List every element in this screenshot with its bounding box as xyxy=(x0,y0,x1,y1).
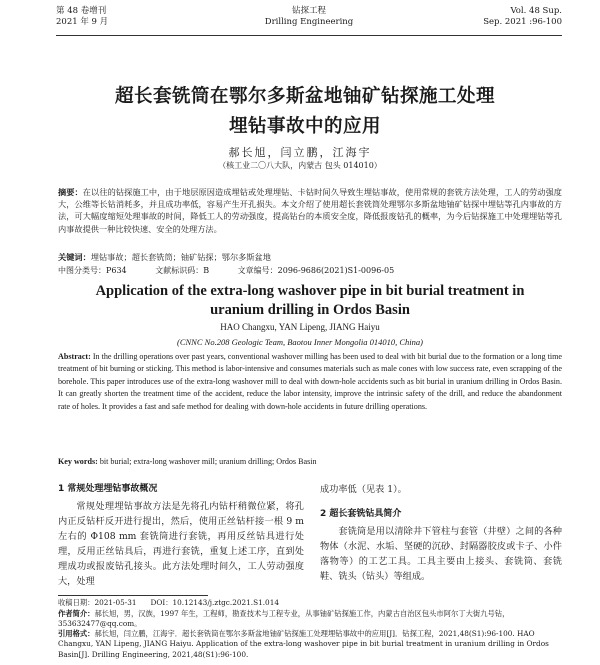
affiliation-cn: （核工业二〇八大队，内蒙古 包头 014010） xyxy=(218,161,382,170)
abstract-cn-text: 在以往的钻探施工中，由于地层原因造成埋钻或处理埋钻、卡钻时间久导致生埋钻事故，使用常规的套铣方法处理，工人的劳动强度大，公维等长钻消耗多，并且成功率低，容易产生开孔损失。本文介绍了使用超长套铣筒处理鄂尔多斯盆地铀矿钻探中埋钻等孔内事故的方法，可大幅度缩短处理事故的时间，降低工人的劳动强度，提高钻台的本质安全度，降低报废钻孔的概率，为今后钻探施工中处理埋钻等孔内事故提供一种比较快速、安全的处理方法。 xyxy=(58,187,562,234)
body-column-right xyxy=(320,482,562,584)
running-header xyxy=(56,6,562,34)
keywords-cn-text: 埋钻事故；超长套铣筒；铀矿钻探；鄂尔多斯盆地 xyxy=(90,252,271,262)
header-rule xyxy=(56,35,562,36)
authors-cn: 郝长旭，闫立鹏，江海宇 xyxy=(228,146,372,159)
abstract-cn-label: 摘要： xyxy=(58,187,83,197)
abstract-cn xyxy=(58,186,562,248)
authors-en: HAO Changxu, YAN Lipeng, JIANG Haiyu xyxy=(220,322,380,332)
section-2-heading: 2 超长套铣钻具简介 xyxy=(320,509,402,519)
received-date: 收稿日期：2021-05-31 xyxy=(58,598,137,607)
affiliation-en: (CNNC No.208 Geologic Team, Baotou Inner Mongolia 014010, China) xyxy=(177,337,423,347)
document-code: 文献标识码：B xyxy=(155,266,210,275)
header-right xyxy=(483,6,562,28)
title-cn-line-1: 超长套铣筒在鄂尔多斯盆地铀矿钻探施工处理 xyxy=(114,86,495,107)
footnote-author xyxy=(58,609,562,630)
title-cn-line-2: 埋钻事故中的应用 xyxy=(228,116,381,137)
date-cn: 2021 年 9 月 xyxy=(56,17,109,27)
citation-label: 引用格式： xyxy=(58,629,95,638)
abstract-en-text: In the drilling operations over past years, conventional washover milling has been used to deal with bit burial due to the formation or a long time treatment of bit burning or sticking. This method is labor-intensive and consumes materials such as male cones with low success rate, even scrapping of the borehole. This paper introduces use of the extra-long washover mill to deal with down-hole accidents such as bit burial in uranium drilling in Ordos Basin. It can greatly shorten the treatment time of the accident, reduce the labor intensity, improve the intrinsic safety of the drill, and reduce the abandonment rate of holes. It provides a fast and safe method for dealing with down-hole accidents in future drilling operations. xyxy=(58,352,562,411)
section-1-continuation: 成功率低（见表 1）。 xyxy=(320,484,407,495)
journal-name-en: Drilling Engineering xyxy=(264,17,354,27)
keywords-cn xyxy=(58,251,562,263)
section-1-body: 常规处理埋钻事故方法是先将孔内钻杆稍微位紧，将孔内正反钻杆反开进行提出，然后，使用正丝钻杆接一根 9 m 左右的 Φ108 mm 套铣筒进行套铣，再用反丝钻具进行处理，反用正丝钻具后，再进行套铣，重复上述工序，直到处理成功或报废钻孔接头。此方法处理时间久，工人劳动强度大，处理 xyxy=(58,501,304,587)
keywords-cn-label: 关键词： xyxy=(58,252,91,262)
journal-name-cn: 钻探工程 xyxy=(291,6,326,16)
spacer xyxy=(320,497,562,507)
citation-text: 郝长旭，闫立鹏，江海宇．超长套铣筒在鄂尔多斯盆地铀矿钻探施工处理埋钻事故中的应用[J]．钻探工程，2021,48(S1):96-100. HAO Changxu, YAN Lipeng, JIANG Haiyu. Application of the extra-long washover pipe in bit burial treatment in uranium drilling in Ordos Basin[J]. Drilling Engineering, 2021,48(S1):96-100. xyxy=(58,629,549,659)
classification-line xyxy=(58,265,562,276)
title-en xyxy=(70,282,550,320)
title-cn xyxy=(40,82,570,142)
keywords-en-text: bit burial; extra-long washover mill; uranium drilling; Ordos Basin xyxy=(97,457,317,466)
abstract-en-label: Abstract: xyxy=(58,352,91,361)
doi: DOI：10.12143/j.ztgc.2021.S1.014 xyxy=(150,598,279,607)
section-1-heading: 1 常规处理埋钻事故概况 xyxy=(58,484,158,494)
section-2-body: 套铣筒是用以清除井下管柱与套管（井壁）之间的各种物体（水泥、水垢、坚硬的沉砂、封隔器胶皮或卡子、小件落物等）的工艺工具。工具主要由上接头、套铣筒、套铣鞋、铣头（钻头）等组成。 xyxy=(320,526,562,582)
date-pages-en: Sep. 2021 :96-100 xyxy=(483,17,562,27)
volume-cn: 第 48 卷增刊 xyxy=(56,6,107,16)
clc-number: 中图分类号：P634 xyxy=(58,266,127,275)
keywords-en xyxy=(58,456,562,468)
article-number: 文章编号：2096-9686(2021)S1-0096-05 xyxy=(237,266,395,275)
footnote-citation xyxy=(58,629,562,660)
footnote-rule xyxy=(58,595,208,596)
volume-en: Vol. 48 Sup. xyxy=(510,6,562,16)
title-en-line-2: uranium drilling in Ordos Basin xyxy=(210,302,410,318)
abstract-en xyxy=(58,351,562,451)
title-en-line-1: Application of the extra-long washover pipe in bit burial treatment in xyxy=(95,283,525,299)
keywords-en-label: Key words: xyxy=(58,457,98,466)
author-info-label: 作者简介： xyxy=(58,609,95,618)
body-column-left xyxy=(58,482,304,589)
footnote-received xyxy=(58,598,562,608)
author-info-text: 郝长旭，男，汉族，1997 年生，工程师，勘查技术与工程专业，从事铀矿钻探施工作，内蒙古自治区包头市阿尔丁大街九号钻，353632477@qq.com。 xyxy=(58,609,510,629)
